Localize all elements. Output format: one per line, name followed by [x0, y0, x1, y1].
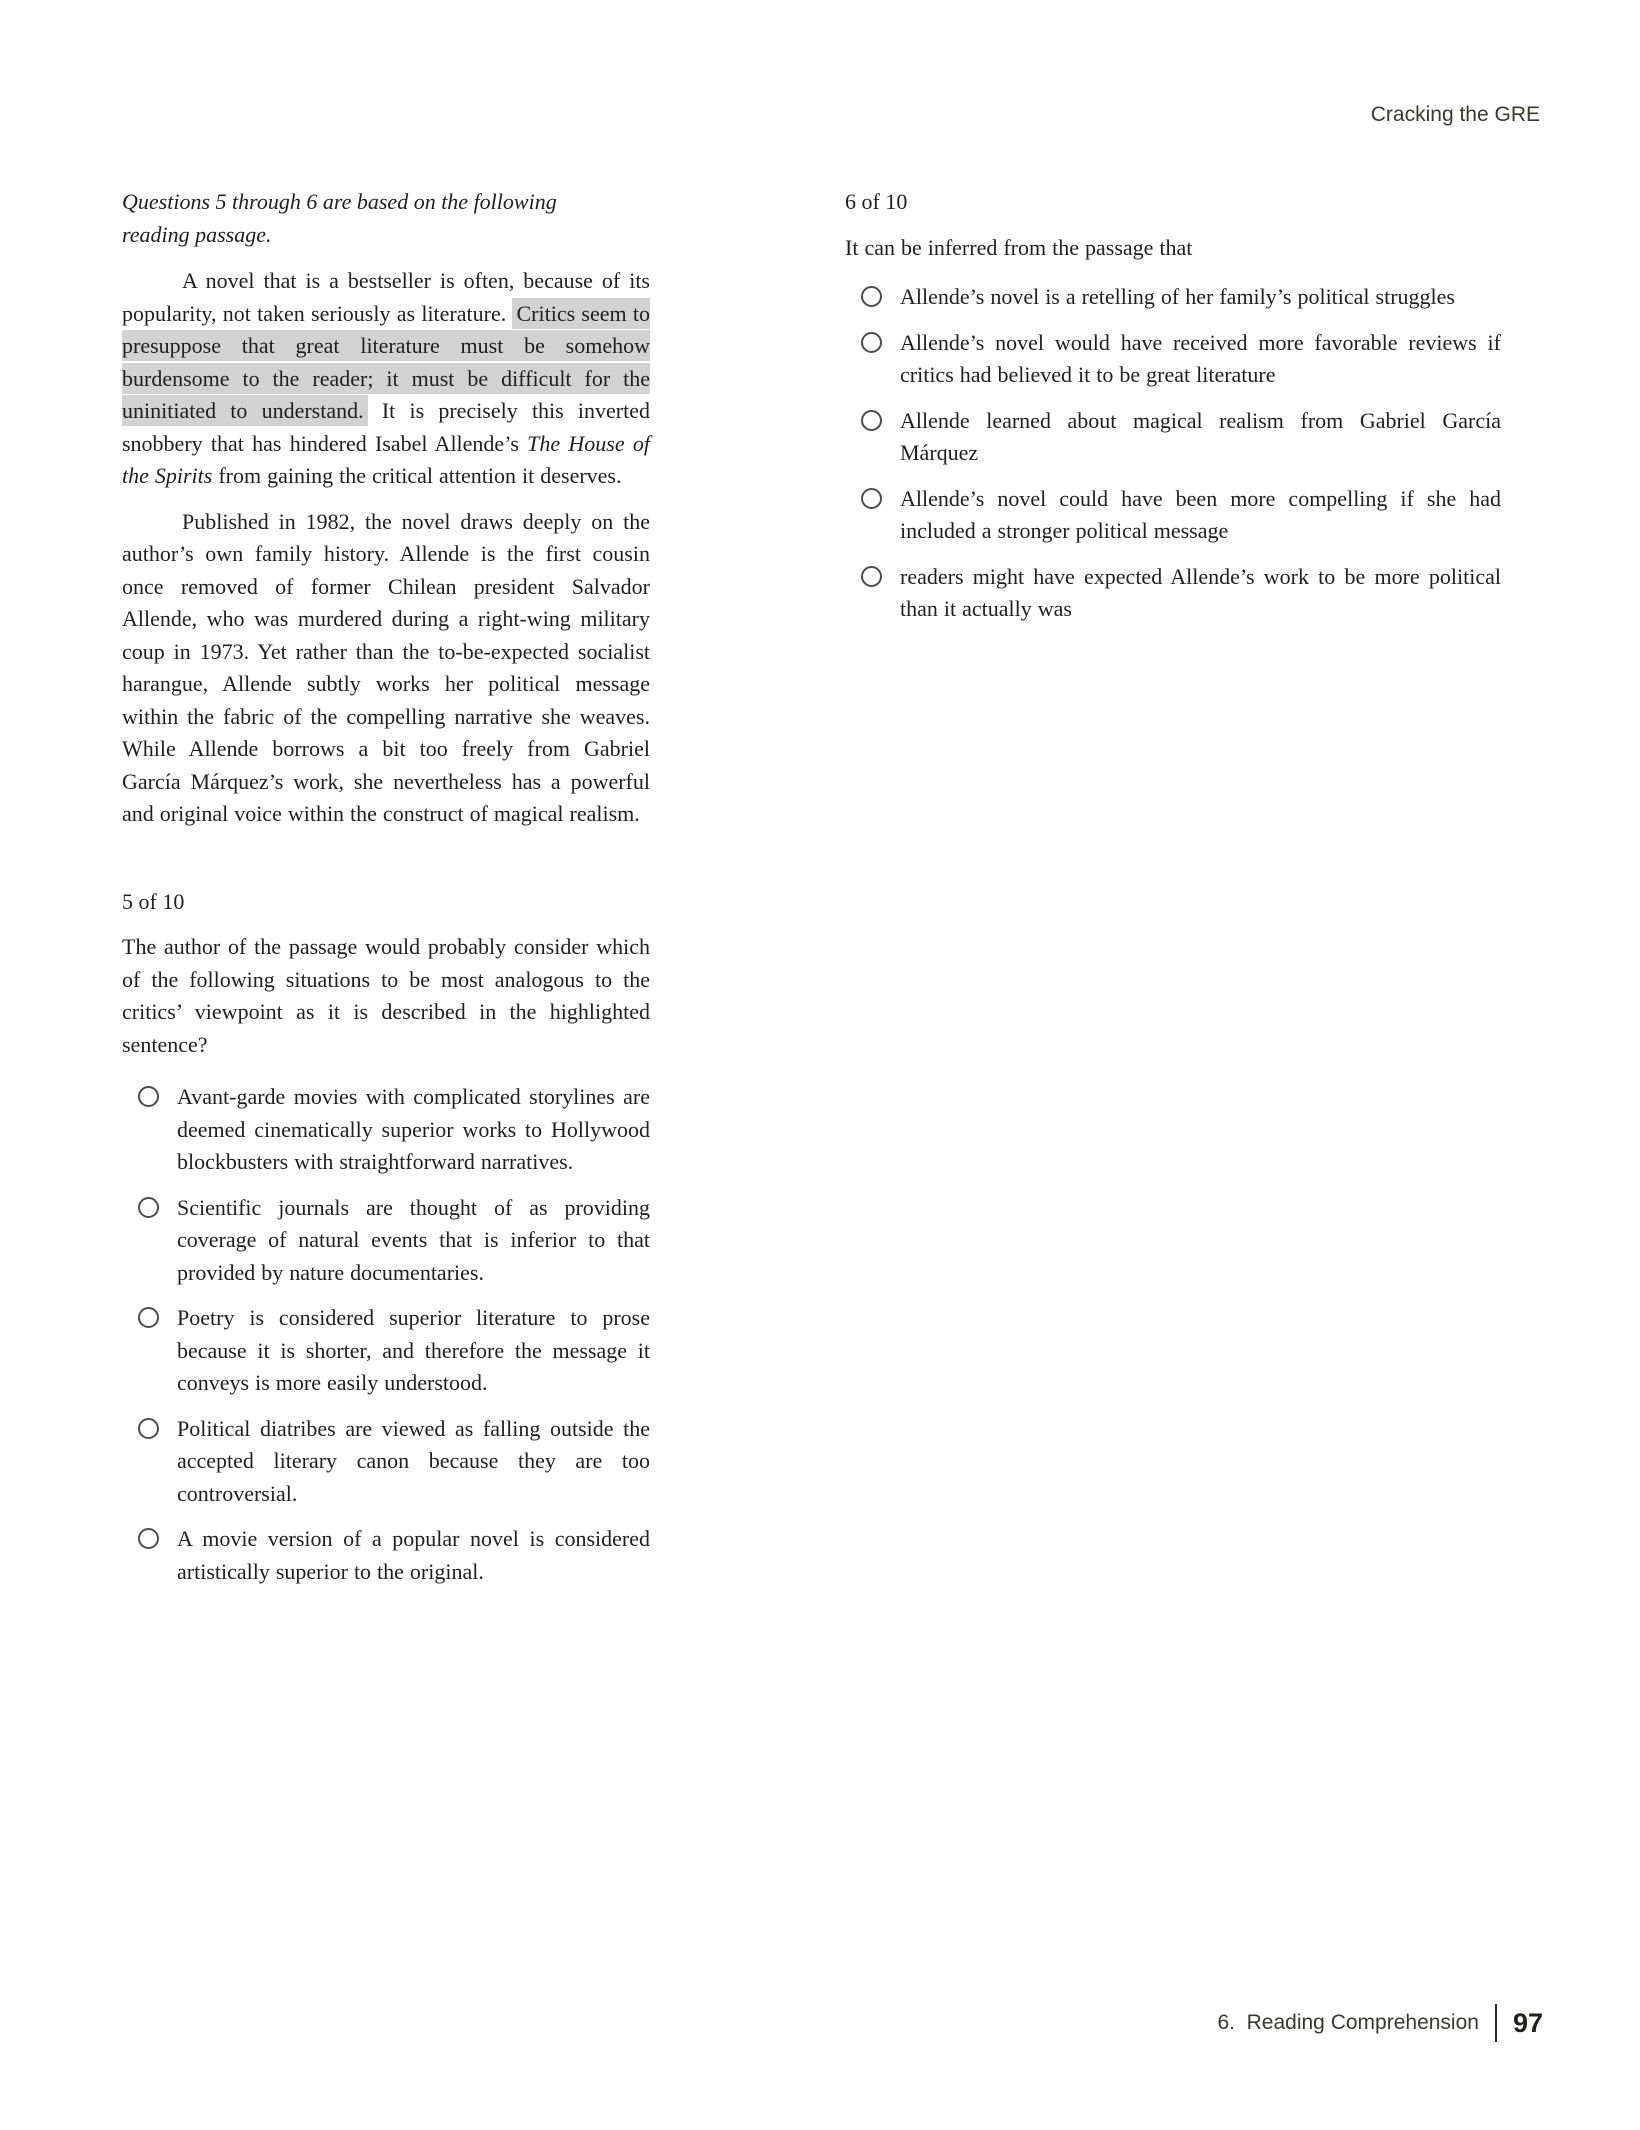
left-column — [122, 186, 650, 1601]
answer-option-label: Scientific journals are thought of as providing coverage of natural events that is inferior to that provided by nature documentaries. — [177, 1194, 650, 1285]
answer-option-label: Poetry is considered superior literature to prose because it is shorter, and therefore the message it conveys is more easily understood. — [177, 1305, 650, 1395]
question-5-stem: The author of the passage would probably consider which of the following situations to be most analogous to the critics’ viewpoint as it is described in the highlighted sentence? — [122, 934, 650, 1057]
answer-option-label: A movie version of a popular novel is considered artistically superior to the original. — [177, 1526, 650, 1584]
answer-option[interactable] — [845, 281, 1501, 314]
passage-paragraph-1 — [122, 265, 650, 493]
answer-option[interactable] — [845, 327, 1501, 392]
answer-option-label: readers might have expected Allende’s work to be more political than it actually was — [900, 563, 1501, 621]
radio-button-icon[interactable] — [138, 1528, 159, 1549]
answer-option-label: Political diatribes are viewed as falling outside the accepted literary canon because they are too controversial. — [177, 1415, 650, 1506]
passage-text: A novel that is a bestseller is often, because of its popularity, not taken seriously as literature. — [122, 268, 650, 326]
radio-button-icon[interactable] — [861, 488, 882, 509]
radio-button-icon[interactable] — [861, 566, 882, 587]
answer-option-label: Allende learned about magical realism from Gabriel García Márquez — [900, 407, 1501, 465]
answer-option[interactable] — [845, 561, 1501, 626]
question-5-options — [122, 1081, 650, 1588]
running-head: Cracking the GRE — [1370, 103, 1540, 126]
radio-button-icon[interactable] — [861, 410, 882, 431]
radio-button-icon[interactable] — [138, 1197, 159, 1218]
page-footer — [1217, 2004, 1543, 2042]
passage-text: It is precisely this inverted snobbery that has hindered Isabel Allende’s — [122, 398, 651, 456]
question-6-options — [845, 281, 1501, 626]
radio-button-icon[interactable] — [861, 286, 882, 307]
footer-divider — [1495, 2004, 1497, 2042]
radio-button-icon[interactable] — [138, 1086, 159, 1107]
radio-button-icon[interactable] — [861, 332, 882, 353]
answer-option[interactable] — [122, 1302, 650, 1400]
question-6-label: 6 of 10 — [845, 189, 908, 214]
answer-option[interactable] — [845, 405, 1501, 470]
right-column — [845, 186, 1501, 639]
highlighted-sentence: Critics seem to presuppose that great literature must be somehow burdensome to the reader; it must be difficult for the uninitiated to understand. — [122, 298, 650, 427]
answer-option-label: Allende’s novel could have been more compelling if she had included a stronger political message — [900, 485, 1501, 543]
radio-button-icon[interactable] — [138, 1307, 159, 1328]
passage-intro: Questions 5 through 6 are based on the following reading passage. — [122, 189, 557, 247]
answer-option-label: Allende’s novel is a retelling of her family’s political struggles — [900, 284, 1455, 309]
page-number: 97 — [1512, 2007, 1543, 2038]
question-6-stem: It can be inferred from the passage that — [845, 234, 1193, 260]
answer-option[interactable] — [845, 483, 1501, 548]
answer-option[interactable] — [122, 1413, 650, 1511]
passage-text: from gaining the critical attention it deserves. — [212, 463, 622, 488]
footer-section-title: 6. Reading Comprehension — [1217, 2010, 1479, 2034]
answer-option[interactable] — [122, 1523, 650, 1588]
answer-option[interactable] — [122, 1192, 650, 1290]
question-5-label: 5 of 10 — [122, 888, 185, 914]
book-title: The House of the Spirits — [122, 430, 650, 488]
passage-paragraph-2: Published in 1982, the novel draws deeply on the author’s own family history. Allende is the first cousin once removed of former Chilean president Salvador Allende, who was murdered during a right-wing military coup in 1973. Yet rather than the to-be-expected socialist harangue, Allende subtly works her political message within the fabric of the compelling narrative she weaves. While Allende borrows a bit too freely from Gabriel García Márquez’s work, she nevertheless has a powerful and original voice within the construct of magical realism. — [122, 508, 650, 826]
answer-option-label: Avant-garde movies with complicated storylines are deemed cinematically superior works to Hollywood blockbusters with straightforward narratives. — [177, 1084, 650, 1174]
answer-option-label: Allende’s novel would have received more favorable reviews if critics had believed it to be great literature — [900, 329, 1501, 387]
radio-button-icon[interactable] — [138, 1418, 159, 1439]
answer-option[interactable] — [122, 1081, 650, 1179]
